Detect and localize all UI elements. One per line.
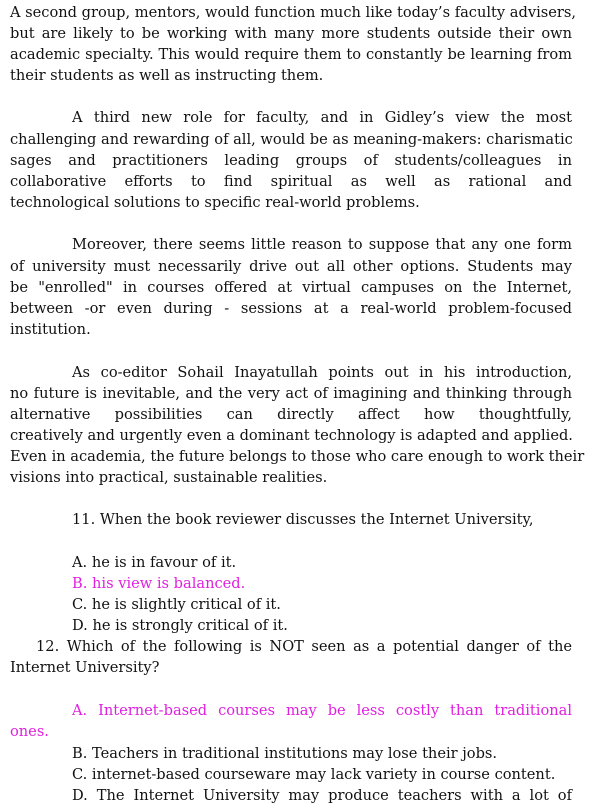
paragraph-line: A third new role for faculty, and in Gidley’s view the most [72, 109, 572, 126]
paragraph-line: alternative possibilities can directly affect how thoughtfully, [10, 406, 572, 423]
paragraph-line: A second group, mentors, would function much like today’s faculty advisers, [10, 4, 576, 21]
paragraph-line: visions into practical, sustainable realities. [10, 469, 328, 486]
answer-option: B. Teachers in traditional institutions may lose their jobs. [72, 745, 498, 762]
paragraph-line: their students as well as instructing them. [10, 67, 324, 84]
paragraph-line: be "enrolled" in courses offered at virtual campuses on the Internet, [10, 279, 572, 296]
answer-option-highlighted: ones. [10, 723, 49, 740]
paragraph-line: Moreover, there seems little reason to suppose that any one form [72, 236, 572, 253]
answer-option-highlighted: B. his view is balanced. [72, 575, 246, 592]
paragraph-line: creatively and urgently even a dominant technology is adapted and applied. [10, 427, 573, 444]
answer-option: D. The Internet University may produce teachers with a lot of [72, 787, 572, 804]
question-stem: 12. Which of the following is NOT seen as a potential danger of the [36, 638, 572, 655]
paragraph-line: As co-editor Sohail Inayatullah points out in his introduction, [72, 364, 572, 381]
paragraph-line: but are likely to be working with many more students outside their own [10, 25, 572, 42]
answer-option-highlighted: A. Internet-based courses may be less costly than traditional [72, 702, 572, 719]
answer-option: D. he is strongly critical of it. [72, 617, 288, 634]
answer-option: C. internet-based courseware may lack variety in course content. [72, 766, 556, 783]
paragraph-line: between -or even during - sessions at a real-world problem-focused [10, 300, 572, 317]
answer-option: C. he is slightly critical of it. [72, 596, 281, 613]
paragraph-line: Even in academia, the future belongs to those who care enough to work their [10, 448, 585, 465]
paragraph-line: institution. [10, 321, 91, 338]
paragraph-line: challenging and rewarding of all, would be as meaning-makers: charismatic [10, 131, 573, 148]
paragraph-line: academic specialty. This would require them to constantly be learning from [10, 46, 572, 63]
answer-option: A. he is in favour of it. [72, 554, 237, 571]
question-stem: 11. When the book reviewer discusses the Internet University, [72, 511, 534, 528]
paragraph-line: technological solutions to specific real-world problems. [10, 194, 420, 211]
question-stem: Internet University? [10, 659, 160, 676]
paragraph-line: sages and practitioners leading groups of students/colleagues in [10, 152, 572, 169]
paragraph-line: no future is inevitable, and the very act of imagining and thinking through [10, 385, 572, 402]
paragraph-line: collaborative efforts to find spiritual as well as rational and [10, 173, 572, 190]
paragraph-line: of university must necessarily drive out all other options. Students may [10, 258, 572, 275]
